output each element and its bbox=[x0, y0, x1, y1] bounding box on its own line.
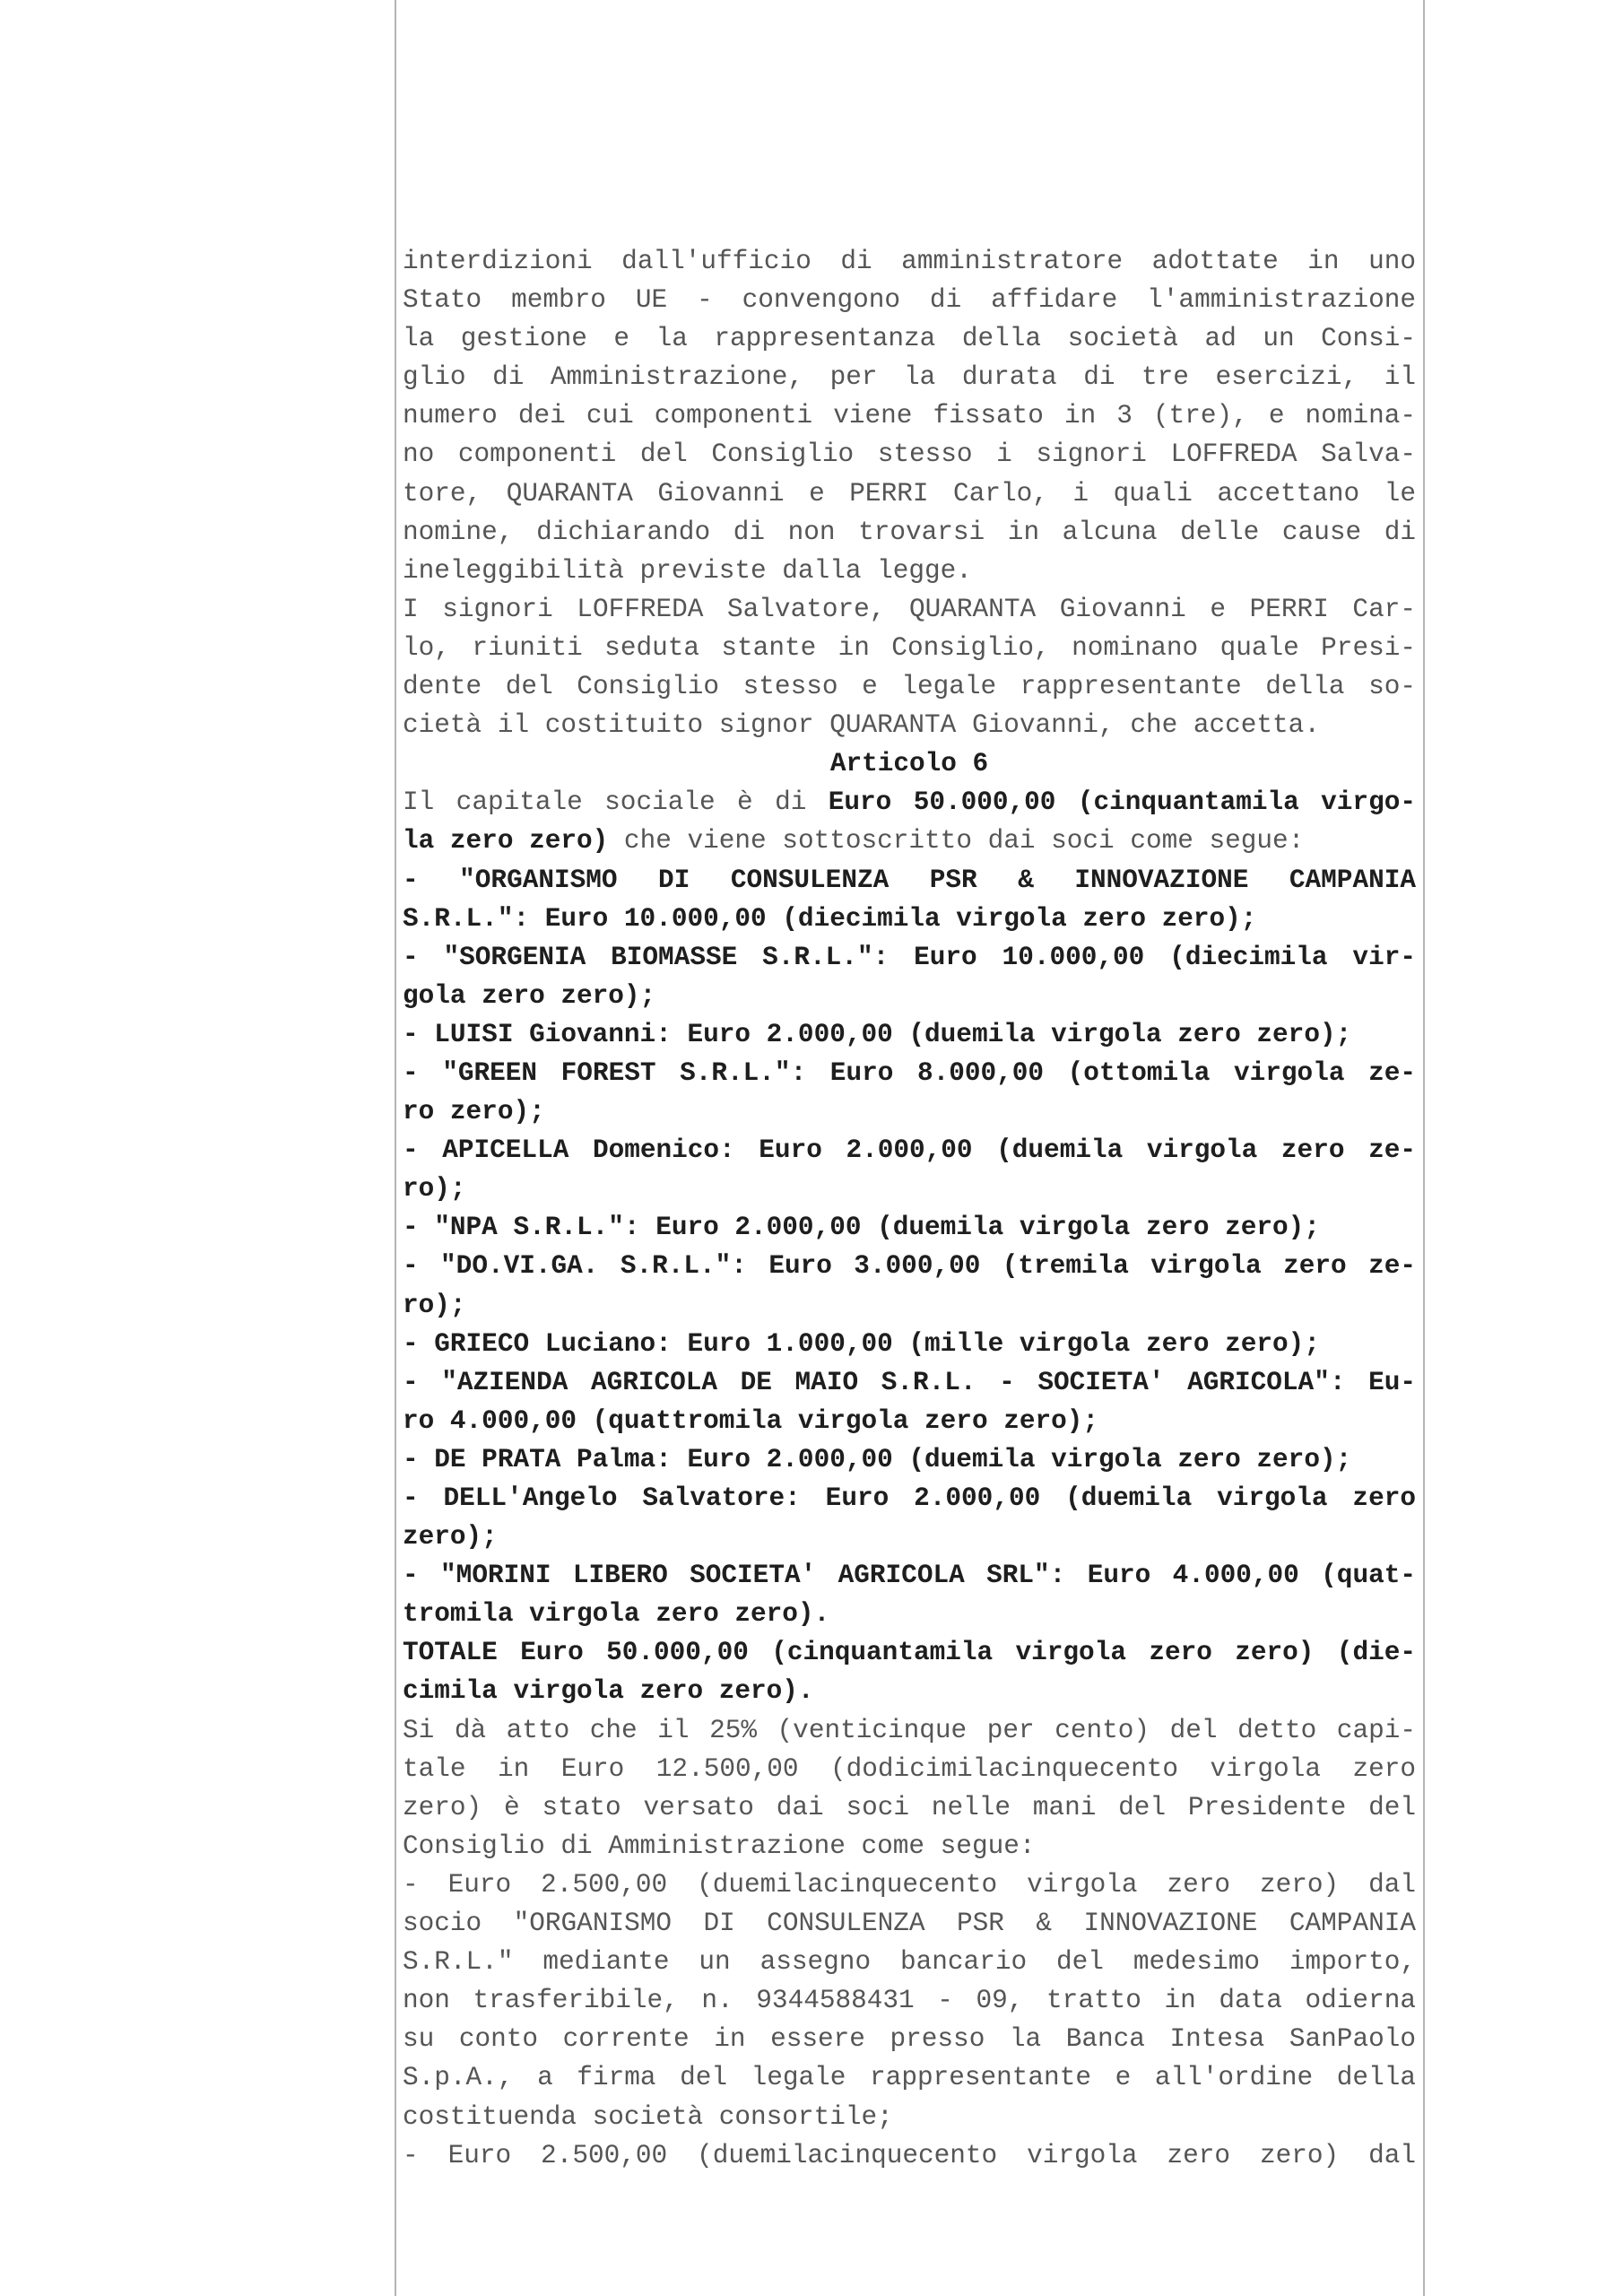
text-line bbox=[403, 590, 1416, 629]
bold-text-segment: tromila virgola zero zero). bbox=[403, 1599, 830, 1630]
text-segment: Stato membro UE - convengono di affidare l'amministrazione bbox=[403, 285, 1416, 316]
text-segment: numero dei cui componenti viene fissato in 3 (tre), e nomina- bbox=[403, 401, 1416, 431]
text-segment: costituenda società consortile; bbox=[403, 2101, 893, 2132]
text-line bbox=[403, 1866, 1416, 1904]
bold-text-segment: - DELL'Angelo Salvatore: Euro 2.000,00 (duemila virgola zero bbox=[403, 1483, 1416, 1513]
text-line bbox=[403, 822, 1416, 860]
text-line bbox=[403, 667, 1416, 706]
text-line bbox=[403, 1286, 1416, 1325]
text-segment: Consiglio di Amministrazione come segue: bbox=[403, 1831, 1036, 1861]
text-line bbox=[403, 242, 1416, 281]
text-line bbox=[403, 1595, 1416, 1633]
text-segment: Si dà atto che il 25% (venticinque per cento) del detto capi- bbox=[403, 1715, 1416, 1745]
text-line bbox=[403, 629, 1416, 667]
bold-text-segment: ro); bbox=[403, 1174, 466, 1205]
text-segment: dente del Consiglio stesso e legale rappresentante della so- bbox=[403, 672, 1416, 702]
text-line bbox=[403, 2020, 1416, 2058]
bold-text-segment: gola zero zero); bbox=[403, 980, 656, 1011]
text-segment: che viene sottoscritto dai soci come segue: bbox=[608, 826, 1305, 857]
text-line bbox=[403, 281, 1416, 319]
text-segment: nomine, dichiarando di non trovarsi in alcuna delle cause di bbox=[403, 517, 1416, 547]
text-line bbox=[403, 2098, 1416, 2136]
bold-text-segment: ro zero); bbox=[403, 1097, 545, 1127]
bold-text-segment: ro 4.000,00 (quattromila virgola zero zero); bbox=[403, 1405, 1099, 1436]
text-line bbox=[403, 1981, 1416, 2020]
text-line bbox=[403, 1788, 1416, 1827]
text-line bbox=[403, 1325, 1416, 1363]
text-line bbox=[403, 977, 1416, 1015]
bold-text-segment: - "ORGANISMO DI CONSULENZA PSR & INNOVAZIONE CAMPANIA bbox=[403, 865, 1416, 895]
text-segment: - Euro 2.500,00 (duemilacinquecento virgola zero zero) dal bbox=[403, 2140, 1416, 2170]
text-line bbox=[403, 1633, 1416, 1672]
text-line bbox=[403, 1904, 1416, 1943]
text-line bbox=[403, 319, 1416, 358]
text-line bbox=[403, 396, 1416, 435]
text-line bbox=[403, 861, 1416, 900]
text-segment: socio "ORGANISMO DI CONSULENZA PSR & INNOVAZIONE CAMPANIA bbox=[403, 1909, 1416, 1939]
text-line bbox=[403, 358, 1416, 396]
bold-text-segment: - APICELLA Domenico: Euro 2.000,00 (duemila virgola zero ze- bbox=[403, 1135, 1416, 1166]
text-line bbox=[403, 2058, 1416, 2097]
text-line bbox=[403, 1518, 1416, 1556]
text-line bbox=[403, 1556, 1416, 1595]
right-margin-rule bbox=[1423, 0, 1425, 2296]
text-segment: I signori LOFFREDA Salvatore, QUARANTA Giovanni e PERRI Car- bbox=[403, 594, 1416, 624]
text-line bbox=[403, 1402, 1416, 1440]
text-line bbox=[403, 1750, 1416, 1788]
text-line bbox=[403, 938, 1416, 977]
text-line bbox=[403, 1247, 1416, 1285]
bold-text-segment: - "GREEN FOREST S.R.L.": Euro 8.000,00 (ottomila virgola ze- bbox=[403, 1057, 1416, 1088]
text-segment: interdizioni dall'ufficio di amministratore adottate in uno bbox=[403, 247, 1416, 276]
text-line bbox=[403, 1054, 1416, 1092]
text-line bbox=[403, 1479, 1416, 1518]
text-segment: tale in Euro 12.500,00 (dodicimilacinquecento virgola zero bbox=[403, 1753, 1416, 1784]
text-segment: Il capitale sociale è di bbox=[403, 787, 829, 818]
bold-text-segment: la zero zero) bbox=[403, 826, 609, 857]
bold-text-segment: - LUISI Giovanni: Euro 2.000,00 (duemila virgola zero zero); bbox=[403, 1019, 1352, 1049]
text-line bbox=[403, 474, 1416, 513]
text-line bbox=[403, 900, 1416, 938]
text-segment: lo, riuniti seduta stante in Consiglio, nominano quale Presi- bbox=[403, 632, 1416, 663]
text-line bbox=[403, 1015, 1416, 1054]
text-segment: no componenti del Consiglio stesso i signori LOFFREDA Salva- bbox=[403, 439, 1416, 470]
bold-text-segment: zero); bbox=[403, 1522, 498, 1552]
bold-text-segment: - "AZIENDA AGRICOLA DE MAIO S.R.L. - SOCIETA' AGRICOLA": Eu- bbox=[403, 1367, 1416, 1397]
text-segment: - Euro 2.500,00 (duemilacinquecento virgola zero zero) dal bbox=[403, 1869, 1416, 1900]
left-margin-rule bbox=[395, 0, 396, 2296]
text-segment: tore, QUARANTA Giovanni e PERRI Carlo, i quali accettano le bbox=[403, 478, 1416, 509]
document-body bbox=[403, 242, 1416, 2175]
bold-text-segment: Euro 50.000,00 (cinquantamila virgo- bbox=[828, 787, 1416, 818]
text-line bbox=[403, 1711, 1416, 1750]
text-line bbox=[403, 1672, 1416, 1710]
text-line bbox=[403, 1943, 1416, 1981]
text-line bbox=[403, 1208, 1416, 1247]
bold-text-segment: TOTALE Euro 50.000,00 (cinquantamila virgola zero zero) (die- bbox=[403, 1638, 1416, 1668]
text-line bbox=[403, 435, 1416, 474]
bold-text-segment: - "DO.VI.GA. S.R.L.": Euro 3.000,00 (tremila virgola zero ze- bbox=[403, 1251, 1416, 1282]
text-segment: S.R.L." mediante un assegno bancario del medesimo importo, bbox=[403, 1947, 1416, 1978]
text-line bbox=[403, 706, 1416, 744]
text-line bbox=[403, 513, 1416, 552]
article-heading bbox=[403, 744, 1416, 783]
text-segment: non trasferibile, n. 9344588431 - 09, tratto in data odierna bbox=[403, 1986, 1416, 2016]
text-segment: S.p.A., a firma del legale rappresentante e all'ordine della bbox=[403, 2063, 1416, 2093]
text-segment: cietà il costituito signor QUARANTA Giovanni, che accetta. bbox=[403, 710, 1320, 741]
bold-text-segment: cimila virgola zero zero). bbox=[403, 1676, 814, 1707]
text-segment: ineleggibilità previste dalla legge. bbox=[403, 555, 972, 586]
text-line bbox=[403, 2136, 1416, 2175]
text-segment: glio di Amministrazione, per la durata di tre esercizi, il bbox=[403, 362, 1416, 393]
text-segment: la gestione e la rappresentanza della società ad un Consi- bbox=[403, 324, 1416, 354]
text-line bbox=[403, 1827, 1416, 1866]
bold-text-segment: S.R.L.": Euro 10.000,00 (diecimila virgola zero zero); bbox=[403, 903, 1257, 934]
text-line bbox=[403, 1092, 1416, 1131]
bold-text-segment: - "MORINI LIBERO SOCIETA' AGRICOLA SRL": Euro 4.000,00 (quat- bbox=[403, 1561, 1416, 1591]
text-line bbox=[403, 552, 1416, 590]
bold-text-segment: - "SORGENIA BIOMASSE S.R.L.": Euro 10.000,00 (diecimila vir- bbox=[403, 942, 1416, 972]
text-line bbox=[403, 1170, 1416, 1208]
bold-text-segment: - GRIECO Luciano: Euro 1.000,00 (mille virgola zero zero); bbox=[403, 1328, 1320, 1359]
bold-text-segment: ro); bbox=[403, 1290, 466, 1320]
text-line bbox=[403, 1363, 1416, 1402]
text-line bbox=[403, 1131, 1416, 1170]
text-segment: su conto corrente in essere presso la Banca Intesa SanPaolo bbox=[403, 2024, 1416, 2055]
text-line bbox=[403, 783, 1416, 822]
text-segment: zero) è stato versato dai soci nelle mani del Presidente del bbox=[403, 1792, 1416, 1822]
bold-text-segment: - DE PRATA Palma: Euro 2.000,00 (duemila virgola zero zero); bbox=[403, 1444, 1352, 1474]
bold-text-segment: - "NPA S.R.L.": Euro 2.000,00 (duemila virgola zero zero); bbox=[403, 1213, 1320, 1243]
bold-text-segment: Articolo 6 bbox=[829, 749, 989, 779]
text-line bbox=[403, 1440, 1416, 1479]
